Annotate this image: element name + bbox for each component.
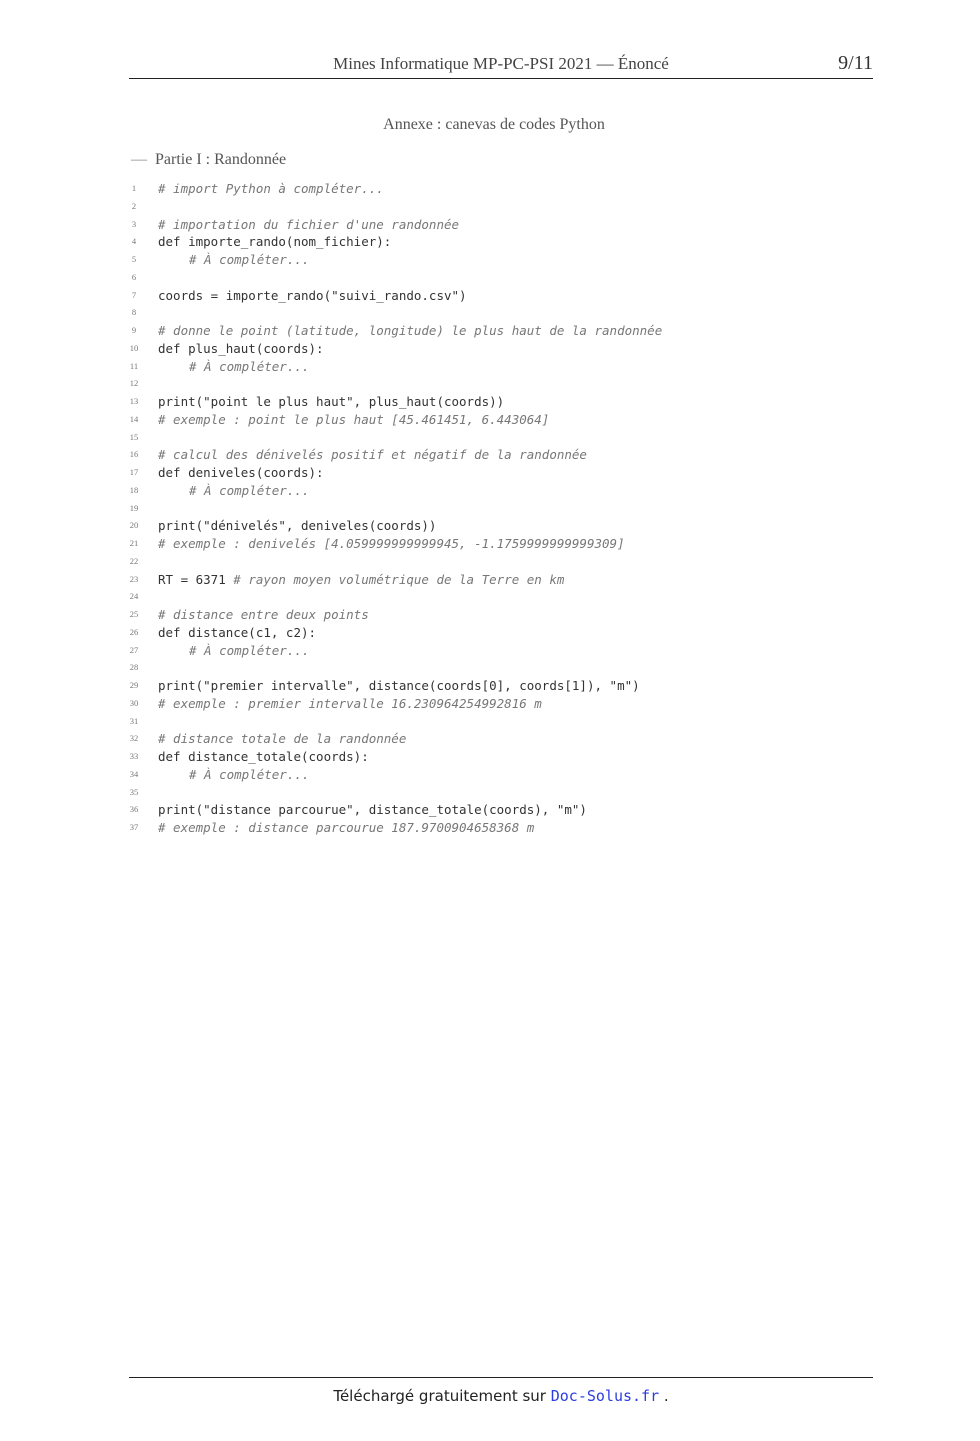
line-number: 31 <box>129 715 139 726</box>
line-number: 7 <box>131 289 137 300</box>
code-comment: # exemple : denivelés [4.059999999999945, -1.1759999999999309] <box>158 536 625 551</box>
line-number: 5 <box>131 254 137 264</box>
code-text <box>158 233 391 251</box>
code-line <box>126 517 886 535</box>
code-statement: print("premier intervalle", distance(coords[0], coords[1]), "m") <box>158 678 640 693</box>
code-text <box>158 606 369 624</box>
code-statement: print("distance parcourue", distance_totale(coords), "m") <box>158 802 587 818</box>
code-line <box>126 233 886 251</box>
code-line <box>126 553 886 571</box>
line-number: 25 <box>129 609 139 619</box>
code-text <box>158 216 459 234</box>
code-line <box>126 588 886 606</box>
code-text <box>158 695 542 713</box>
code-line <box>126 766 886 784</box>
code-text <box>158 819 534 837</box>
code-line <box>126 393 886 411</box>
line-number: 9 <box>131 325 137 335</box>
line-number: 21 <box>129 538 139 548</box>
header-title: Mines Informatique MP-PC-PSI 2021 — Énoncé <box>333 54 669 73</box>
code-text <box>158 624 316 642</box>
code-comment: # À compléter... <box>189 252 310 267</box>
code-text <box>158 535 625 553</box>
code-line <box>126 216 886 234</box>
code-line <box>126 642 886 660</box>
line-number: 26 <box>129 626 139 637</box>
code-statement: def distance_totale(coords): <box>158 749 369 764</box>
code-line <box>126 695 886 713</box>
code-line <box>126 464 886 482</box>
line-number: 37 <box>129 822 139 832</box>
section-title-text: Partie I : Randonnée <box>155 151 287 168</box>
code-line <box>126 251 886 269</box>
annex-title: Annexe : canevas de codes Python <box>383 116 605 133</box>
line-number: 22 <box>129 555 139 566</box>
code-line <box>126 784 886 802</box>
line-number: 29 <box>129 680 139 690</box>
code-text <box>158 322 662 340</box>
code-comment: # rayon moyen volumétrique de la Terre en km <box>233 571 565 587</box>
line-number: 4 <box>131 236 137 247</box>
code-text <box>189 642 309 660</box>
code-text <box>158 464 324 482</box>
code-statement: def deniveles(coords): <box>158 465 324 480</box>
line-number: 36 <box>129 804 139 815</box>
code-text <box>189 251 309 269</box>
code-line <box>126 571 886 589</box>
code-text <box>158 748 369 766</box>
code-comment: # À compléter... <box>189 766 310 782</box>
code-line <box>126 606 886 624</box>
code-line <box>126 287 886 305</box>
line-number: 17 <box>129 467 139 477</box>
footer-divider <box>129 1377 873 1378</box>
code-comment: # À compléter... <box>189 642 310 658</box>
line-number: 8 <box>131 307 137 318</box>
page-number: 9/11 <box>838 52 873 74</box>
code-line <box>126 340 886 358</box>
line-number: 10 <box>129 342 139 353</box>
line-number: 18 <box>129 484 139 495</box>
code-line <box>126 730 886 748</box>
line-number: 13 <box>129 396 139 406</box>
code-line <box>126 304 886 322</box>
code-text <box>189 766 309 784</box>
doc-solus-link[interactable]: Doc-Solus.fr <box>550 1387 660 1405</box>
code-text <box>189 482 309 500</box>
code-comment: # calcul des dénivelés positif et négatif de la randonnée <box>158 447 587 463</box>
line-number: 23 <box>129 573 139 584</box>
line-number: 34 <box>129 768 139 779</box>
code-statement: def distance(c1, c2): <box>158 624 317 640</box>
line-number: 30 <box>129 697 139 708</box>
code-comment: # donne le point (latitude, longitude) le plus haut de la randonnée <box>158 323 663 338</box>
line-number: 12 <box>129 378 139 389</box>
code-statement: RT = 6371 <box>158 571 234 587</box>
code-text <box>158 180 384 198</box>
code-line <box>126 322 886 340</box>
code-line <box>126 500 886 518</box>
line-number: 6 <box>131 271 137 282</box>
code-comment: # À compléter... <box>189 482 310 498</box>
line-number: 35 <box>129 786 139 797</box>
code-line <box>126 819 886 837</box>
code-text <box>158 730 406 748</box>
code-comment: # exemple : point le plus haut [45.461451, 6.443064] <box>158 411 550 427</box>
line-number: 3 <box>131 218 137 229</box>
page-footer <box>129 1387 873 1405</box>
footer-text: Téléchargé gratuitement sur <box>333 1387 551 1405</box>
page-header <box>129 52 873 79</box>
line-number: 28 <box>129 662 139 673</box>
code-statement: print("point le plus haut", plus_haut(coords)) <box>158 394 505 409</box>
code-comment: # exemple : premier intervalle 16.230964254992816 m <box>158 695 542 711</box>
line-number: 1 <box>131 183 137 193</box>
code-text <box>158 393 504 411</box>
code-line <box>126 801 886 819</box>
code-line <box>126 482 886 500</box>
code-line <box>126 677 886 695</box>
code-line <box>126 269 886 287</box>
code-comment: # import Python à compléter... <box>158 181 384 196</box>
section-title <box>131 151 286 169</box>
code-statement: def plus_haut(coords): <box>158 340 324 356</box>
line-number: 27 <box>129 644 139 655</box>
line-number: 15 <box>129 431 139 442</box>
line-number: 24 <box>129 591 139 602</box>
code-text <box>158 287 467 305</box>
section-dash: — <box>131 151 147 168</box>
code-statement: coords = importe_rando("suivi_rando.csv") <box>158 287 467 303</box>
code-line <box>126 411 886 429</box>
code-text <box>158 340 324 358</box>
code-line <box>126 713 886 731</box>
code-line <box>126 624 886 642</box>
line-number: 32 <box>129 733 139 744</box>
line-number: 20 <box>129 520 139 531</box>
code-comment: # distance totale de la randonnée <box>158 731 407 747</box>
line-number: 19 <box>129 502 139 513</box>
code-line <box>126 535 886 553</box>
code-text <box>158 571 564 589</box>
code-text <box>158 801 587 819</box>
code-statement: def importe_rando(nom_fichier): <box>158 234 392 250</box>
line-number: 2 <box>131 200 137 211</box>
line-number: 14 <box>129 413 139 424</box>
code-statement: print("dénivelés", deniveles(coords)) <box>158 518 437 534</box>
code-comment: # distance entre deux points <box>158 607 369 622</box>
line-number: 16 <box>129 449 139 460</box>
code-text <box>158 517 436 535</box>
code-listing <box>126 180 886 837</box>
footer-suffix: . <box>659 1387 669 1405</box>
code-text <box>158 446 587 464</box>
code-line <box>126 446 886 464</box>
line-number: 11 <box>129 360 139 371</box>
code-line <box>126 429 886 447</box>
code-line <box>126 659 886 677</box>
code-line <box>126 375 886 393</box>
code-line <box>126 358 886 376</box>
code-text <box>189 358 309 376</box>
code-line <box>126 748 886 766</box>
code-line <box>126 180 886 198</box>
code-text <box>158 411 549 429</box>
code-comment: # À compléter... <box>189 358 310 374</box>
line-number: 33 <box>129 751 139 761</box>
code-comment: # exemple : distance parcourue 187.9700904658368 m <box>158 820 535 835</box>
code-text <box>158 677 640 695</box>
code-line <box>126 198 886 216</box>
code-comment: # importation du fichier d'une randonnée <box>158 216 460 232</box>
